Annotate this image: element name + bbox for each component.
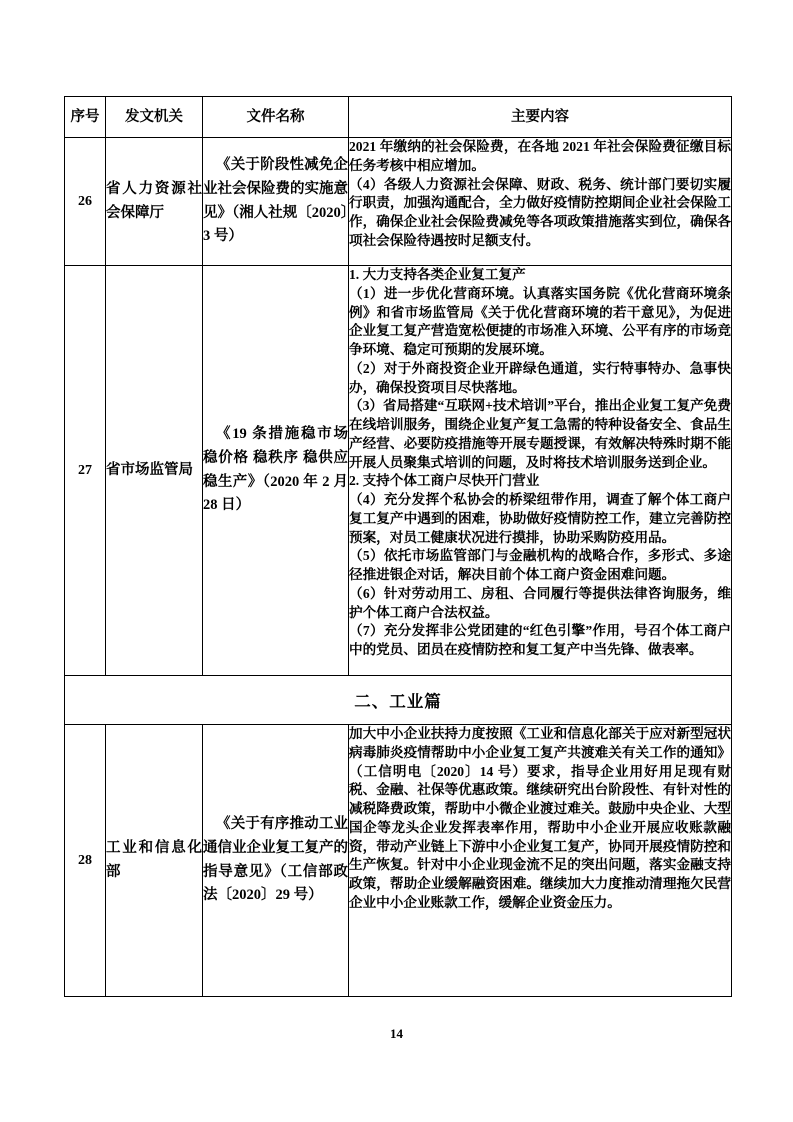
page-number: 14 xyxy=(390,1026,403,1041)
row-number: 27 xyxy=(65,266,106,676)
doc-name-text: 《关于有序推动工业通信业企业复工复产的指导意见》（工信部政法〔2020〕29 号） xyxy=(203,815,348,904)
column-header-no: 序号 xyxy=(65,97,106,138)
column-header-content: 主要内容 xyxy=(349,97,732,138)
row-number: 28 xyxy=(65,725,106,997)
table-row-28 xyxy=(65,725,732,997)
content-paragraph: 2021 年缴纳的社会保险费，在各地 2021 年社会保险费征缴目标任务考核中相应增加。 xyxy=(349,139,731,173)
doc-name-text: 《19 条措施稳市场 稳价格 稳秩序 稳供应稳生产》（2020 年 2 月 28 日） xyxy=(203,425,348,514)
content-paragraph: （6）针对劳动用工、房租、合同履行等提供法律咨询服务，维护个体工商户合法权益。 xyxy=(349,585,731,620)
content-paragraph: （3）省局搭建“互联网+技术培训”平台，推出企业复工复产免费在线培训服务，围绕企业复产复工急需的特种设备安全、食品生产经营、必要防疫措施等开展专题授课，有效解决特殊时期不能开展人员聚集式培训的问题，及时将技术培训服务送到企业。 xyxy=(349,398,731,470)
table-row-26 xyxy=(65,138,732,266)
content-paragraph: （1）进一步优化营商环境。认真落实国务院《优化营商环境条例》和省市场监管局《关于优化营商环境的若干意见》，为促进企业复工复产营造宽松便捷的市场准入环境、公平有序的市场竞争环境、稳定可预期的发展环境。 xyxy=(349,285,731,357)
section-header: 二、工业篇 xyxy=(65,676,732,725)
content-cell xyxy=(349,138,732,266)
content-paragraph: （4）充分发挥个私协会的桥梁纽带作用，调查了解个体工商户复工复产中遇到的困难，协助做好疫情防控工作，建立完善防控预案，对员工健康状况进行摸排，协助采购防疫用品。 xyxy=(349,492,731,545)
doc-name-cell xyxy=(203,138,349,266)
doc-name-text: 《关于阶段性减免企业社会保险费的实施意见》（湘人社规〔2020〕3 号） xyxy=(203,156,348,245)
content-paragraph: （2）对于外商投资企业开辟绿色通道，实行特事特办、急事快办，确保投资项目尽快落地。 xyxy=(349,360,731,395)
content-cell xyxy=(349,266,732,676)
row-number: 26 xyxy=(65,138,106,266)
column-header-doc-name: 文件名称 xyxy=(203,97,349,138)
agency-cell: 工业和信息化部 xyxy=(106,725,203,997)
agency-cell: 省人力资源社会保障厅 xyxy=(106,138,203,266)
table-row-27 xyxy=(65,266,732,676)
table-header-row xyxy=(65,97,732,138)
content-paragraph: （4）各级人力资源社会保障、财政、税务、统计部门要切实履行职责，加强沟通配合，全力做好疫情防控期间企业社会保险工作，确保企业社会保险费减免等各项政策措施落实到位，确保各项社会保险待遇按时足额支付。 xyxy=(349,176,731,248)
section-header-row xyxy=(65,676,732,725)
content-paragraph: 2. 支持个体工商户尽快开门营业 xyxy=(349,473,540,489)
content-paragraph: （7）充分发挥非公党团建的“红色引擎”作用，号召个体工商户中的党员、团员在疫情防控和复工复产中当先锋、做表率。 xyxy=(349,623,731,657)
content-paragraph: （5）依托市场监管部门与金融机构的战略合作，多形式、多途径推进银企对话，解决目前个体工商户资金困难问题。 xyxy=(349,548,731,582)
agency-cell: 省市场监管局 xyxy=(106,266,203,676)
content-paragraph: 加大中小企业扶持力度按照《工业和信息化部关于应对新型冠状病毒肺炎疫情帮助中小企业复工复产共渡难关有关工作的通知》（工信明电〔2020〕14 号）要求，指导企业用好用足现有财税、金融、社保等优惠政策。继续研究出台阶段性、有针对性的减税降费政策，帮助中小微企业渡过难关。鼓励中央企业、大型国企等龙头企业发挥表率作用，帮助中小企业开展应收账款融资，带动产业链上下游中小企业复工复产，协同开展疫情防控和生产恢复。针对中小企业现金流不足的突出问题，落实金融支持政策，帮助企业缓解融资困难。继续加大力度推动清理拖欠民营企业中小企业账款工作，缓解企业资金压力。 xyxy=(349,726,731,910)
doc-name-cell xyxy=(203,266,349,676)
policy-table xyxy=(64,96,732,997)
doc-name-cell xyxy=(203,725,349,997)
content-cell xyxy=(349,725,732,997)
content-paragraph: 1. 大力支持各类企业复工复产 xyxy=(349,267,526,282)
column-header-agency: 发文机关 xyxy=(106,97,203,138)
